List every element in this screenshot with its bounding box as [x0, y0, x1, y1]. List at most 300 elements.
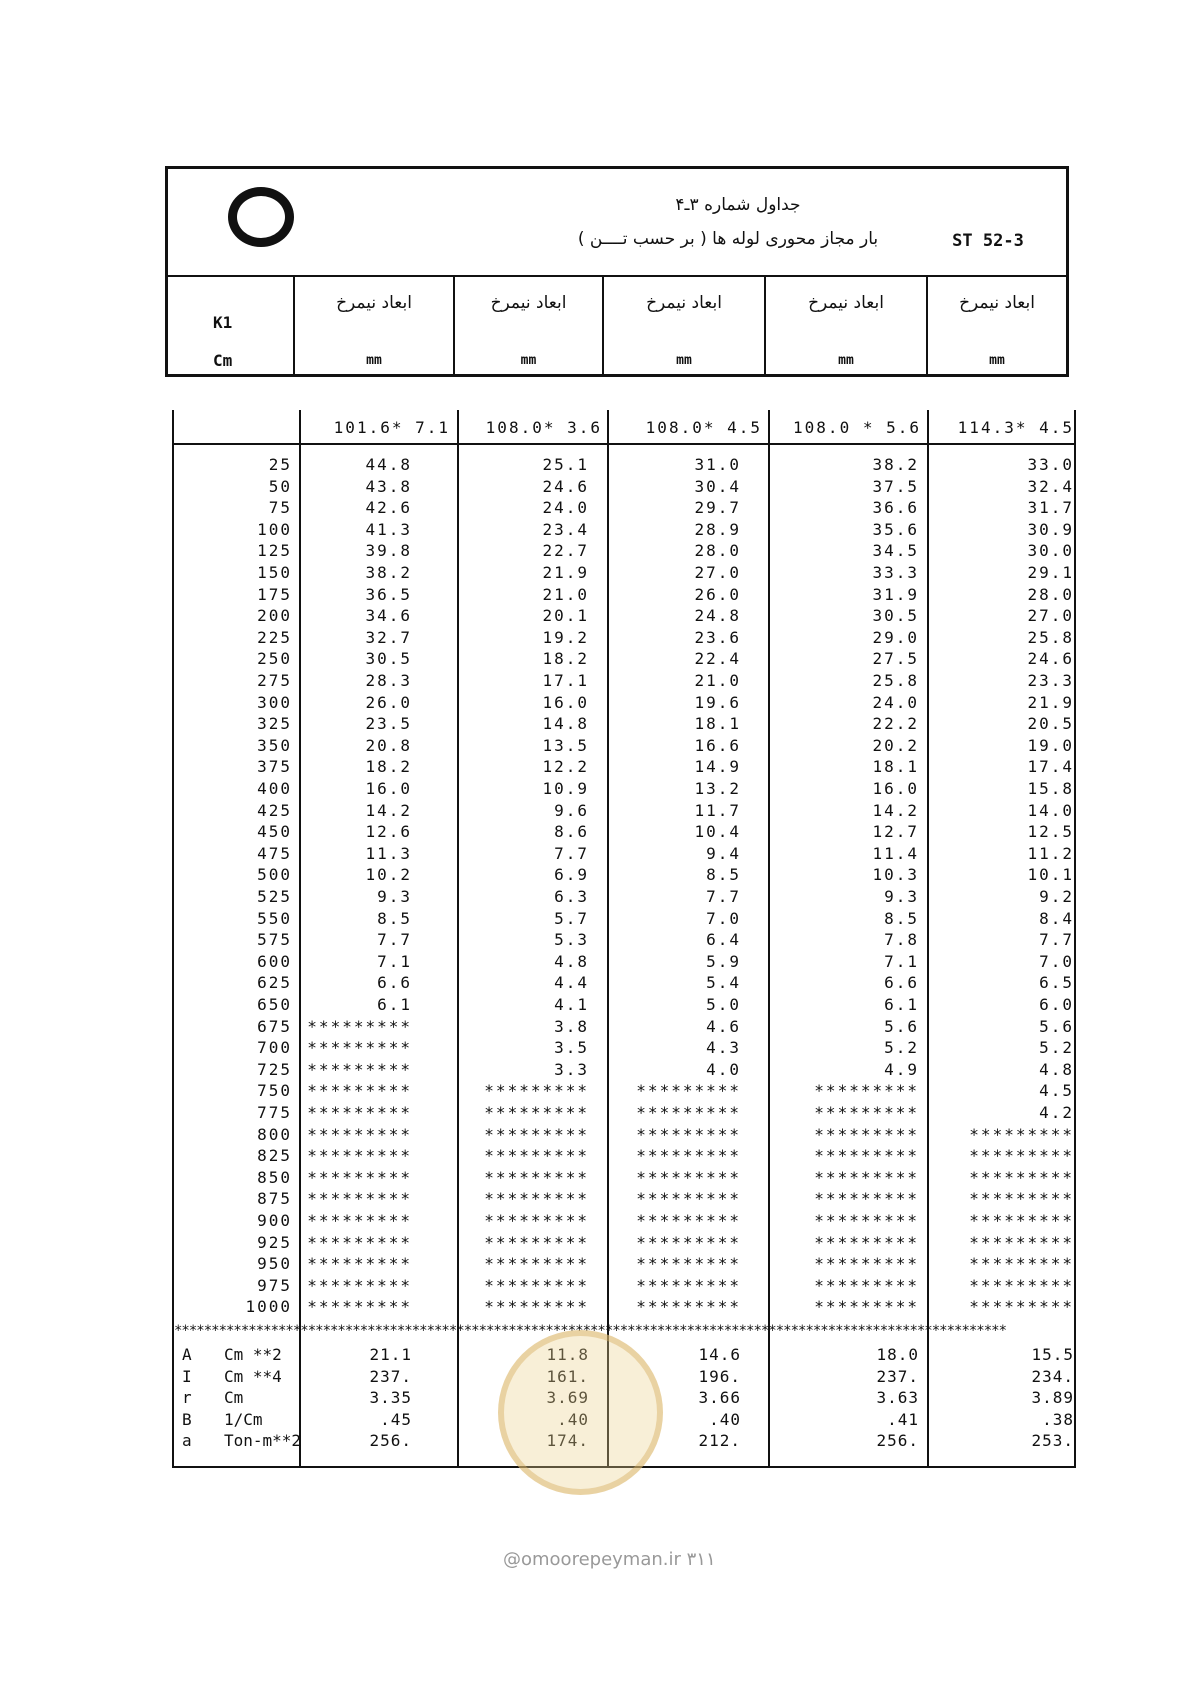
property-value: 18.0	[876, 1345, 919, 1364]
load-value: 6.1	[884, 995, 919, 1014]
load-value: *********	[484, 1275, 589, 1295]
load-value: 4.8	[1039, 1059, 1074, 1079]
load-value: *********	[636, 1146, 741, 1166]
load-value: 36.6	[872, 498, 919, 518]
load-value: *********	[814, 1211, 919, 1230]
column-label: ابعاد نیمرخ	[646, 293, 722, 313]
load-value: 8.6	[554, 822, 589, 842]
load-value: *********	[307, 1275, 412, 1295]
k1-value: 100	[257, 519, 292, 539]
load-value: *********	[636, 1254, 741, 1274]
k1-value: 525	[257, 887, 292, 906]
table-row	[174, 606, 1074, 628]
load-value: 5.9	[706, 951, 741, 971]
property-value: 3.89	[1031, 1388, 1074, 1407]
load-value: 4.8	[554, 951, 589, 971]
load-value: 28.0	[694, 541, 741, 561]
load-value: 7.1	[884, 951, 919, 971]
load-value: 30.0	[1027, 541, 1074, 561]
property-value: 256.	[876, 1431, 919, 1450]
load-value: *********	[969, 1297, 1074, 1317]
load-value: 18.1	[872, 757, 919, 777]
table-row	[174, 865, 1074, 887]
load-value: 21.0	[694, 671, 741, 690]
header-columns	[168, 275, 1066, 374]
property-value: 161.	[546, 1366, 589, 1386]
load-value: *********	[307, 1038, 412, 1058]
load-value: *********	[636, 1232, 741, 1252]
load-value: 11.4	[872, 843, 919, 863]
page-footer: @omoorepeyman.ir ۳۱۱	[503, 1549, 716, 1570]
load-value: 10.1	[1027, 865, 1074, 885]
load-value: 7.1	[377, 951, 412, 971]
load-value: 24.8	[694, 606, 741, 626]
property-value: 21.1	[369, 1345, 412, 1364]
column-header	[926, 275, 1066, 374]
load-value: *********	[307, 1167, 412, 1187]
table-row	[174, 477, 1074, 499]
load-value: *********	[484, 1103, 589, 1122]
circular-section-icon	[228, 187, 294, 247]
table-row	[174, 585, 1074, 607]
property-value: .45	[380, 1409, 412, 1429]
load-value: 15.8	[1027, 779, 1074, 798]
column-unit: mm	[520, 353, 537, 368]
column-unit: mm	[989, 353, 1005, 368]
load-value: 14.9	[694, 757, 741, 777]
load-value: 23.3	[1027, 671, 1074, 690]
table-row	[174, 1168, 1074, 1190]
property-symbol: B	[182, 1409, 192, 1429]
load-value: *********	[484, 1232, 589, 1252]
load-value: *********	[814, 1297, 919, 1317]
load-value: 7.7	[554, 843, 589, 863]
load-value: *********	[814, 1167, 919, 1187]
load-value: 38.2	[365, 563, 412, 582]
load-value: *********	[307, 1103, 412, 1122]
load-value: 3.5	[554, 1038, 589, 1058]
load-value: 42.6	[365, 498, 412, 518]
k1-value: 400	[257, 779, 292, 798]
load-value: *********	[814, 1146, 919, 1166]
load-value: 16.0	[542, 692, 589, 712]
k1-value: 425	[257, 800, 292, 820]
load-value: 30.4	[694, 476, 741, 496]
load-value: 14.2	[365, 800, 412, 820]
load-value: 14.8	[542, 714, 589, 734]
load-value: 11.7	[694, 800, 741, 820]
load-value: 31.0	[694, 455, 741, 474]
load-value: 16.0	[872, 779, 919, 798]
column-header	[602, 275, 764, 374]
load-value: 17.1	[542, 671, 589, 690]
k1-value: 300	[257, 692, 292, 712]
load-value: 5.2	[1039, 1038, 1074, 1058]
load-value: 36.5	[365, 584, 412, 604]
k1-value: 675	[257, 1016, 292, 1036]
load-value: 23.4	[542, 519, 589, 539]
load-value: 23.6	[694, 627, 741, 647]
load-table	[172, 410, 1076, 1468]
load-value: 9.3	[884, 887, 919, 906]
load-value: *********	[969, 1124, 1074, 1144]
load-value: *********	[814, 1232, 919, 1252]
load-value: 10.3	[872, 865, 919, 885]
table-row	[174, 779, 1074, 801]
table-row	[174, 1060, 1074, 1082]
load-value: 35.6	[872, 519, 919, 539]
load-value: 18.2	[365, 757, 412, 777]
property-value: 212.	[698, 1431, 741, 1450]
property-symbol: A	[182, 1345, 192, 1364]
load-value: *********	[307, 1124, 412, 1144]
property-value: 256.	[369, 1431, 412, 1450]
load-value: 28.3	[365, 671, 412, 690]
k1-value: 175	[257, 584, 292, 604]
load-value: 24.6	[542, 476, 589, 496]
load-value: 8.4	[1039, 908, 1074, 928]
load-value: 43.8	[365, 476, 412, 496]
column-header	[453, 275, 602, 374]
k1-value: 975	[257, 1275, 292, 1295]
property-unit: Cm **2	[224, 1345, 282, 1364]
table-row	[174, 1189, 1074, 1211]
k1-value: 800	[257, 1124, 292, 1144]
load-value: 34.5	[872, 541, 919, 561]
separator-line: ****************************************************************************************************************	[174, 1323, 1007, 1339]
table-row	[174, 1081, 1074, 1103]
property-value: 253.	[1031, 1431, 1074, 1450]
load-value: 32.4	[1027, 476, 1074, 496]
table-row	[174, 714, 1074, 736]
table-row	[174, 1038, 1074, 1060]
table-row	[174, 693, 1074, 715]
k1-value: 625	[257, 973, 292, 993]
load-value: 25.1	[542, 455, 589, 474]
section-size: 108.0* 3.6	[485, 418, 602, 437]
property-unit: Cm **4	[224, 1366, 282, 1386]
k1-label: K1	[213, 313, 233, 332]
k1-value: 25	[268, 455, 292, 474]
load-value: 25.8	[1027, 627, 1074, 647]
load-value: 31.9	[872, 584, 919, 604]
property-unit: Ton-m**2	[224, 1431, 302, 1450]
load-value: 6.5	[1039, 973, 1074, 993]
load-value: 19.0	[1027, 735, 1074, 755]
load-value: 33.3	[872, 563, 919, 582]
load-value: 12.6	[365, 822, 412, 842]
load-value: 9.6	[554, 800, 589, 820]
load-value: 19.6	[694, 692, 741, 712]
load-value: 21.9	[1027, 692, 1074, 712]
load-value: 11.3	[365, 843, 412, 863]
load-value: 4.3	[706, 1038, 741, 1058]
load-value: *********	[814, 1103, 919, 1122]
load-value: *********	[814, 1124, 919, 1144]
load-value: *********	[307, 1146, 412, 1166]
load-value: 24.0	[872, 692, 919, 712]
section-size: 108.0 * 5.6	[793, 418, 921, 437]
k1-value: 600	[257, 951, 292, 971]
property-value: .40	[557, 1409, 589, 1429]
load-value: *********	[814, 1081, 919, 1101]
load-value: 14.0	[1027, 800, 1074, 820]
load-value: 4.0	[706, 1059, 741, 1079]
table-row	[174, 1146, 1074, 1168]
watermark-seal	[498, 1330, 663, 1495]
load-value: 30.5	[872, 606, 919, 626]
load-value: 11.2	[1027, 843, 1074, 863]
property-value: 196.	[698, 1366, 741, 1386]
load-value: *********	[969, 1232, 1074, 1252]
load-value: 10.4	[694, 822, 741, 842]
column-header	[764, 275, 926, 374]
table-row	[174, 520, 1074, 542]
k1-value: 900	[257, 1211, 292, 1230]
column-header	[293, 275, 453, 374]
table-description: بار مجاز محوری لوله ها ( بر حسب تــــن )	[577, 229, 879, 249]
load-value: 44.8	[365, 455, 412, 474]
load-value: *********	[307, 1297, 412, 1317]
load-value: 17.4	[1027, 757, 1074, 777]
k1-value: 325	[257, 714, 292, 734]
table-row	[174, 801, 1074, 823]
load-value: *********	[636, 1103, 741, 1122]
table-row	[174, 952, 1074, 974]
table-row	[174, 995, 1074, 1017]
k1-value: 75	[268, 498, 292, 518]
load-value: 21.0	[542, 584, 589, 604]
load-value: *********	[484, 1081, 589, 1101]
load-value: 5.4	[706, 973, 741, 993]
load-value: 28.9	[694, 519, 741, 539]
k1-value: 725	[257, 1059, 292, 1079]
k1-value: 650	[257, 995, 292, 1014]
load-value: *********	[636, 1297, 741, 1317]
load-value: 22.7	[542, 541, 589, 561]
load-value: 12.5	[1027, 822, 1074, 842]
load-value: 3.8	[554, 1016, 589, 1036]
load-value: *********	[636, 1211, 741, 1230]
property-value: 3.66	[698, 1388, 741, 1407]
table-row	[174, 628, 1074, 650]
k1-value: 125	[257, 541, 292, 561]
load-value: 33.0	[1027, 455, 1074, 474]
table-row	[174, 455, 1074, 477]
load-value: 7.7	[1039, 930, 1074, 950]
property-symbol: I	[182, 1366, 192, 1386]
k1-value: 925	[257, 1232, 292, 1252]
k1-value: 375	[257, 757, 292, 777]
load-value: 27.0	[1027, 606, 1074, 626]
table-row	[174, 1103, 1074, 1125]
k1-value: 775	[257, 1103, 292, 1122]
property-value: 11.8	[546, 1345, 589, 1364]
load-value: 7.8	[884, 930, 919, 950]
table-row	[174, 887, 1074, 909]
property-value: .41	[887, 1409, 919, 1429]
load-value: 13.2	[694, 779, 741, 798]
table-row	[174, 736, 1074, 758]
load-value: 7.0	[706, 908, 741, 928]
table-row	[174, 1125, 1074, 1147]
load-value: 16.0	[365, 779, 412, 798]
table-row	[174, 1233, 1074, 1255]
load-value: *********	[307, 1059, 412, 1079]
k1-value: 350	[257, 735, 292, 755]
load-value: 4.5	[1039, 1081, 1074, 1101]
property-unit: Cm	[224, 1388, 244, 1407]
load-value: *********	[636, 1167, 741, 1187]
steel-grade: ST 52-3	[952, 231, 1024, 251]
load-value: 22.4	[694, 649, 741, 669]
load-value: *********	[307, 1232, 412, 1252]
load-value: 4.9	[884, 1059, 919, 1079]
column-unit: mm	[676, 353, 692, 368]
load-value: 4.6	[706, 1016, 741, 1036]
load-value: 18.2	[542, 649, 589, 669]
table-row	[174, 844, 1074, 866]
load-value: *********	[814, 1275, 919, 1295]
load-value: 21.9	[542, 563, 589, 582]
load-value: *********	[307, 1254, 412, 1274]
load-value: 26.0	[365, 692, 412, 712]
table-header	[165, 166, 1069, 377]
k1-value: 250	[257, 649, 292, 669]
load-value: *********	[307, 1189, 412, 1209]
load-value: *********	[484, 1254, 589, 1274]
load-value: 6.3	[554, 887, 589, 906]
load-value: 9.4	[706, 843, 741, 863]
table-row	[174, 757, 1074, 779]
load-value: 5.2	[884, 1038, 919, 1058]
table-row	[174, 1276, 1074, 1298]
load-value: *********	[484, 1146, 589, 1166]
k1-value: 1000	[245, 1297, 292, 1317]
load-value: 23.5	[365, 714, 412, 734]
column-unit: mm	[838, 353, 854, 368]
table-row	[174, 541, 1074, 563]
load-value: 10.2	[365, 865, 412, 885]
load-value: 5.6	[1039, 1016, 1074, 1036]
column-label: ابعاد نیمرخ	[808, 293, 884, 313]
section-size: 108.0* 4.5	[645, 418, 762, 437]
table-row	[174, 649, 1074, 671]
column-label: ابعاد نیمرخ	[490, 293, 567, 313]
k1-value: 450	[257, 822, 292, 842]
property-value: 3.63	[876, 1388, 919, 1407]
load-value: *********	[814, 1254, 919, 1274]
table-row	[174, 1297, 1074, 1319]
table-number: جداول شماره ۳ـ۴	[675, 195, 801, 215]
load-value: 20.5	[1027, 714, 1074, 734]
column-label: ابعاد نیمرخ	[336, 293, 412, 313]
load-value: 9.3	[377, 887, 412, 906]
load-value: 20.1	[542, 606, 589, 626]
load-value: 4.4	[554, 973, 589, 993]
load-value: 30.9	[1027, 519, 1074, 539]
k1-value: 275	[257, 671, 292, 690]
k1-value: 475	[257, 843, 292, 863]
property-value: 3.35	[369, 1388, 412, 1407]
section-size: 114.3* 4.5	[957, 418, 1074, 437]
load-value: 8.5	[884, 908, 919, 928]
property-value: 234.	[1031, 1366, 1074, 1386]
load-value: 12.7	[872, 822, 919, 842]
load-value: *********	[484, 1124, 589, 1144]
load-value: 6.6	[884, 973, 919, 993]
k1-value: 150	[257, 563, 292, 582]
load-value: 41.3	[365, 519, 412, 539]
k1-value: 200	[257, 606, 292, 626]
load-value: *********	[969, 1189, 1074, 1209]
load-value: *********	[636, 1081, 741, 1101]
property-value: 15.5	[1031, 1345, 1074, 1364]
load-value: *********	[636, 1189, 741, 1209]
table-row	[174, 1017, 1074, 1039]
load-value: *********	[307, 1211, 412, 1230]
load-value: *********	[307, 1081, 412, 1101]
load-value: 7.7	[706, 887, 741, 906]
property-symbol: r	[182, 1388, 192, 1407]
property-value: .38	[1042, 1409, 1074, 1429]
k1-value: 575	[257, 930, 292, 950]
load-value: 8.5	[377, 908, 412, 928]
k1-value: 700	[257, 1038, 292, 1058]
load-value: 18.1	[694, 714, 741, 734]
load-value: *********	[484, 1211, 589, 1230]
property-value: .40	[709, 1409, 741, 1429]
load-value: 27.5	[872, 649, 919, 669]
load-value: 16.6	[694, 735, 741, 755]
load-value: 7.0	[1039, 951, 1074, 971]
header-title-area	[168, 169, 1066, 277]
section-size-row	[174, 410, 1074, 445]
load-value: 6.4	[706, 930, 741, 950]
load-value: 4.2	[1039, 1103, 1074, 1122]
table-row	[174, 563, 1074, 585]
load-value: 3.3	[554, 1059, 589, 1079]
load-value: 30.5	[365, 649, 412, 669]
load-value: 29.1	[1027, 563, 1074, 582]
load-value: 25.8	[872, 671, 919, 690]
load-value: 5.6	[884, 1016, 919, 1036]
load-value: 4.1	[554, 995, 589, 1014]
load-value: 32.7	[365, 627, 412, 647]
load-value: *********	[307, 1016, 412, 1036]
load-value: 19.2	[542, 627, 589, 647]
load-value: *********	[969, 1167, 1074, 1187]
table-row	[174, 1254, 1074, 1276]
load-value: *********	[484, 1167, 589, 1187]
load-value: 7.7	[377, 930, 412, 950]
property-value: 14.6	[698, 1345, 741, 1364]
table-row	[174, 498, 1074, 520]
load-value: 13.5	[542, 735, 589, 755]
load-value: 8.5	[706, 865, 741, 885]
load-value: 24.0	[542, 498, 589, 518]
load-value: 5.0	[706, 995, 741, 1014]
load-value: 6.6	[377, 973, 412, 993]
table-row	[174, 671, 1074, 693]
section-size: 101.6* 7.1	[333, 418, 450, 437]
k1-value: 500	[257, 865, 292, 885]
load-value: 20.2	[872, 735, 919, 755]
load-value: 29.7	[694, 498, 741, 518]
load-value: *********	[814, 1189, 919, 1209]
table-row	[174, 1211, 1074, 1233]
k1-value: 50	[268, 476, 292, 496]
